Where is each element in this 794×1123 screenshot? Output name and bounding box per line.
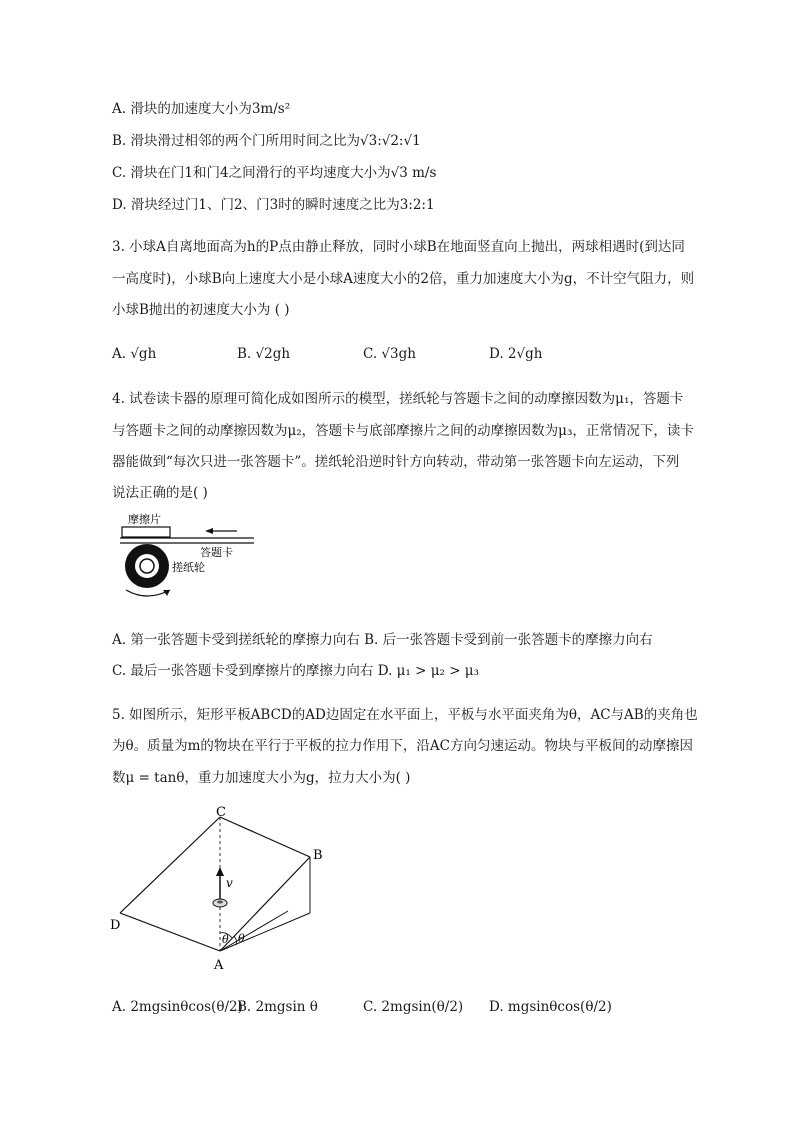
support-base xyxy=(220,913,310,951)
q3-option-c: C. √3gh xyxy=(363,346,416,362)
q3-stem-line-3: 小球B抛出的初速度大小为 ( ) xyxy=(112,302,290,318)
angle-theta-1: θ xyxy=(222,933,229,946)
q5-option-c: C. 2mgsin(θ/2) xyxy=(363,999,464,1015)
friction-pad xyxy=(122,527,170,537)
rotation-arc xyxy=(126,590,170,596)
q5-option-b: B. 2mgsin θ xyxy=(237,999,318,1015)
motion-arrowhead xyxy=(205,528,213,534)
q3-stem-line-1: 3. 小球A自离地面高为h的P点由静止释放，同时小球B在地面竖直向上抛出，两球相遇时(到达同 xyxy=(112,239,685,255)
q2-option-c: C. 滑块在门1和门4之间滑行的平均速度大小为√3 m/s xyxy=(112,165,437,181)
q3-option-a: A. √gh xyxy=(112,346,157,362)
q4-stem-line-4: 说法正确的是( ) xyxy=(112,485,208,501)
q2-option-a: A. 滑块的加速度大小为3m/s² xyxy=(112,101,291,117)
q5-stem-line-1: 5. 如图所示，矩形平板ABCD的AD边固定在水平面上，平板与水平面夹角为θ，AC与AB的夹角也 xyxy=(112,707,698,723)
friction-pad-label: 摩擦片 xyxy=(128,513,161,526)
q5-option-d: D. mgsinθcos(θ/2) xyxy=(489,999,612,1015)
edge-ab xyxy=(220,857,310,951)
card-reader-diagram xyxy=(112,510,262,605)
q2-option-b: B. 滑块滑过相邻的两个门所用时间之比为√3:√2:√1 xyxy=(112,133,421,149)
feed-wheel-hub xyxy=(140,559,154,573)
q3-option-d: D. 2√gh xyxy=(489,346,543,362)
q4-option-cd: C. 最后一张答题卡受到摩擦片的摩擦力向右 D. μ₁ > μ₂ > μ₃ xyxy=(112,663,479,679)
q4-stem-line-1: 4. 试卷读卡器的原理可简化成如图所示的模型，搓纸轮与答题卡之间的动摩擦因数为μ₁，答题卡 xyxy=(112,391,684,407)
q3-stem-line-2: 一高度时)，小球B向上速度大小是小球A速度大小的2倍，重力加速度大小为g，不计空气阻力，则 xyxy=(112,271,695,287)
velocity-label: v xyxy=(226,876,233,890)
q5-stem-line-2: 为θ。质量为m的物块在平行于平板的拉力作用下，沿AC方向匀速运动。物块与平板间的动摩擦因 xyxy=(112,738,694,754)
edge-da xyxy=(120,913,220,951)
vertex-a-label: A xyxy=(214,958,224,973)
support-diagonal xyxy=(220,911,288,951)
feed-wheel-label: 搓纸轮 xyxy=(172,561,205,574)
q5-option-a: A. 2mgsinθcos(θ/2) xyxy=(112,999,243,1015)
angle-theta-2: θ xyxy=(238,932,245,945)
edge-cb xyxy=(220,817,310,857)
q3-option-b: B. √2gh xyxy=(237,346,291,362)
inclined-plate-figure xyxy=(110,805,340,977)
q4-option-ab: A. 第一张答题卡受到搓纸轮的摩擦力向右 B. 后一张答题卡受到前一张答题卡的摩擦力向右 xyxy=(112,632,653,648)
vertex-b-label: B xyxy=(313,848,323,863)
vertex-d-label: D xyxy=(110,918,121,933)
edge-cd xyxy=(120,817,220,913)
angle-arc-2 xyxy=(234,936,237,945)
q4-stem-line-2: 与答题卡之间的动摩擦因数为μ₂，答题卡与底部摩擦片之间的动摩擦因数为μ₃，正常情况下，读卡 xyxy=(112,423,694,439)
card-reader-figure xyxy=(112,510,262,605)
q5-stem-line-3: 数μ = tanθ，重力加速度大小为g，拉力大小为( ) xyxy=(112,770,411,786)
card-label: 答题卡 xyxy=(200,546,233,559)
vertex-c-label: C xyxy=(216,805,226,820)
q2-option-d: D. 滑块经过门1、门2、门3时的瞬时速度之比为3:2:1 xyxy=(112,197,435,213)
q4-stem-line-3: 器能做到“每次只进一张答题卡”。搓纸轮沿逆时针方向转动，带动第一张答题卡向左运动，下列 xyxy=(112,454,680,470)
block-top xyxy=(217,901,223,904)
velocity-arrowhead xyxy=(216,867,224,876)
inclined-plate-diagram xyxy=(110,805,340,977)
